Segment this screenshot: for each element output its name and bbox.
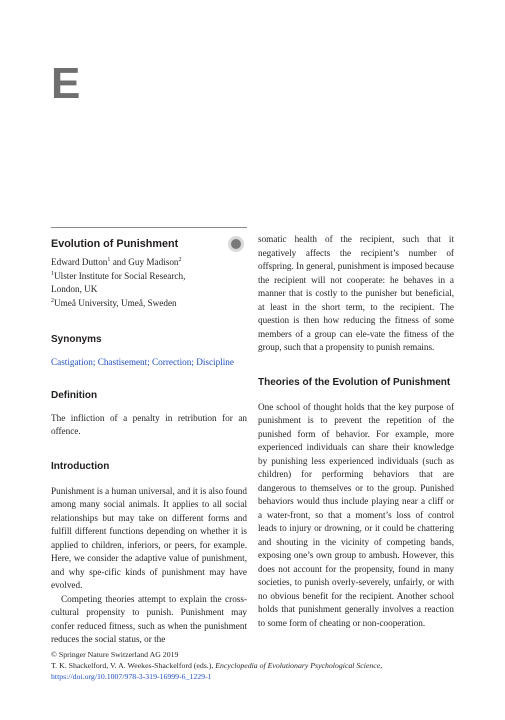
citation-editors: T. K. Shackelford, V. A. Weekes-Shackelford (eds.), [51, 661, 216, 670]
citation-line [51, 660, 455, 671]
theories-paragraph: One school of thought holds that the key purpose of punishment is to prevent the repetition of the punished form of behavior. For example, more experienced individuals can share their knowledge by punishing less experienced individuals (such as children) for performing behaviors that are dangerous to themselves or to the group. Punished behaviors would thus include playing near a cliff or a water-front, so that a moment’s loss of control leads to injury or drowning, or it could be chattering and shouting in the vicinity of competing bands, exposing one’s own group to ambush. However, this does not account for the propensity, found in many societies, to punish overly-severely, unfairly, or with no obvious benefit for the recipient. Another school holds that punishment generally involves a reaction to some form of cheating or non-cooperation. [258, 401, 454, 628]
doi-link[interactable]: https://doi.org/10.1007/978-3-319-16999-6_1229-1 [51, 672, 212, 681]
affiliation-2 [51, 297, 247, 311]
citation-book-title: Encyclopedia of Evolutionary Psychological Science [215, 661, 381, 670]
affiliation-1 [51, 270, 247, 284]
left-column [51, 227, 247, 647]
encyclopedia-section-letter: E [51, 59, 81, 108]
affiliation-1-num: 1 [51, 270, 54, 277]
definition-heading: Definition [51, 389, 98, 401]
introduction-paragraph-2: Competing theories attempt to explain the cross-cultural propensity to punish. Punishment may confer reduced fitness, such as when the punishment reduces the social status, or the [51, 593, 247, 644]
synonyms-heading: Synonyms [51, 334, 102, 345]
crossmark-icon[interactable] [228, 236, 244, 252]
introduction-paragraph-1: Punishment is a human universal, and it is also found among many social animals. It applies to all social relationships but may take on different forms and fulfill different functions depending on whether it is applied to children, inferiors, or peers, for example. Here, we consider the adaptive value of punishment, and why spe-cific kinds of punishment may have evolved. [51, 485, 247, 590]
definition-text: The infliction of a penalty in retribution for an offence. [51, 412, 247, 436]
affiliation-2-line1: Umeå University, Umeå, Sweden [54, 297, 177, 308]
author-1-affil: 1 [107, 257, 111, 263]
article-title: Evolution of Punishment [51, 238, 179, 250]
author-line [51, 256, 247, 270]
affiliation-1-line2: London, UK [51, 284, 98, 294]
citation-comma: , [380, 661, 383, 670]
synonyms-links[interactable]: Castigation; Chastisement; Correction; Discipline [51, 357, 234, 367]
continued-paragraph: somatic health of the recipient, such that it negatively affects the recipient’s number of offspring. In general, punishment is imposed because the recipient will not cooperate: he behaves in a manner that is costly to the punisher but beneficial, at least in the short term, to the recipient. The question is then how reducing the fitness of some members of a group can ele-vate the fitness of the group, such that a propensity to punish remains. [258, 234, 454, 352]
author-2: Guy Madison [128, 257, 179, 267]
title-rule [51, 227, 247, 228]
theories-heading: Theories of the Evolution of Punishment [258, 376, 451, 388]
introduction-heading: Introduction [51, 460, 110, 472]
affiliation-2-num: 2 [51, 297, 54, 304]
copyright-line: © Springer Nature Switzerland AG 2019 [51, 650, 179, 659]
right-column [258, 233, 454, 630]
page-footer [51, 649, 455, 682]
author-1: Edward Dutton [51, 257, 108, 267]
author-2-affil: 2 [178, 257, 182, 263]
author-and: and [110, 257, 129, 267]
title-row [51, 234, 247, 254]
affiliation-1-line1: Ulster Institute for Social Research, [54, 270, 186, 281]
